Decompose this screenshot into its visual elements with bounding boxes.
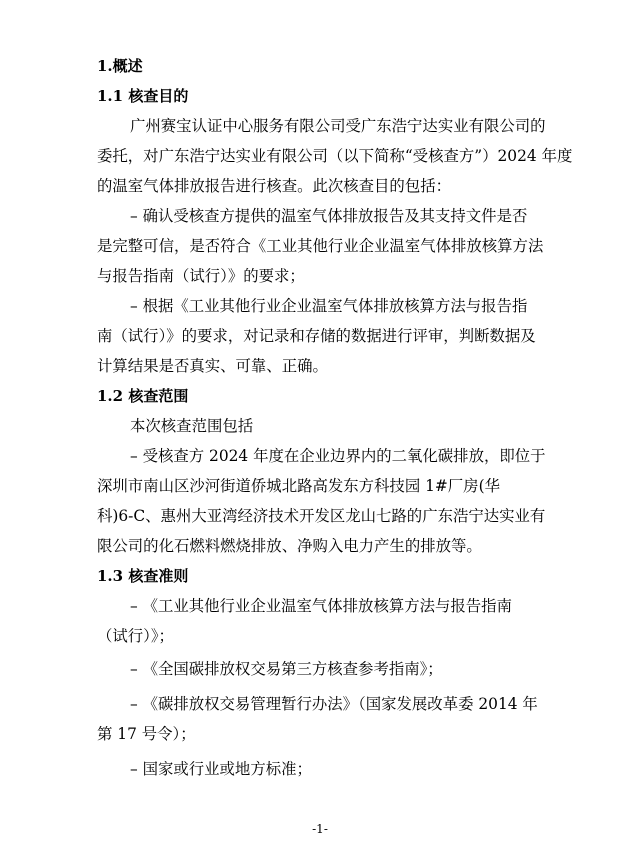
purpose-bullet-1-line-1: – 确认受核查方提供的温室气体排放报告及其支持文件是否 [130, 207, 528, 225]
criteria-bullet-3-line-1: – 《碳排放权交易管理暂行办法》（国家发展改革委 2014 年 [130, 695, 538, 713]
page-number: -1- [312, 822, 328, 836]
purpose-bullet-2-line-3: 计算结果是否真实、可靠、正确。 [97, 357, 328, 375]
criteria-bullet-1-line-2: （试行）》； [97, 627, 174, 645]
heading-criteria: 1.3 核查准则 [97, 567, 189, 585]
scope-bullet-1-line-3: 科)6-C、惠州大亚湾经济技术开发区龙山七路的广东浩宁达实业有 [97, 507, 546, 525]
purpose-bullet-1-line-3: 与报告指南（试行）》的要求； [97, 267, 305, 285]
purpose-bullet-2-line-1: – 根据《工业其他行业企业温室气体排放核算方法与报告指 [130, 297, 528, 315]
purpose-intro-line-1: 广州赛宝认证中心服务有限公司受广东浩宁达实业有限公司的 [130, 117, 546, 135]
criteria-bullet-4: – 国家或行业或地方标准； [130, 760, 312, 778]
purpose-bullet-2-line-2: 南（试行）》的要求，对记录和存储的数据进行评审，判断数据及 [97, 327, 536, 345]
criteria-bullet-2: – 《全国碳排放权交易第三方核查参考指南》； [130, 660, 443, 678]
criteria-bullet-1-line-1: – 《工业其他行业企业温室气体排放核算方法与报告指南 [130, 597, 512, 615]
heading-overview: 1.概述 [97, 57, 143, 75]
heading-scope: 1.2 核查范围 [97, 387, 189, 405]
heading-purpose: 1.1 核查目的 [97, 87, 189, 105]
criteria-bullet-3-line-2: 第 17 号令）； [97, 725, 196, 743]
purpose-bullet-1-line-2: 是完整可信，是否符合《工业其他行业企业温室气体排放核算方法 [97, 237, 544, 255]
purpose-intro-line-3: 的温室气体排放报告进行核查。此次核查目的包括： [97, 177, 451, 195]
scope-bullet-1-line-1: – 受核查方 2024 年度在企业边界内的二氧化碳排放，即位于 [130, 447, 546, 465]
scope-bullet-1-line-2: 深圳市南山区沙河街道侨城北路高发东方科技园 1#厂房(华 [97, 477, 500, 495]
purpose-intro-line-2: 委托，对广东浩宁达实业有限公司（以下简称“受核查方”）2024 年度 [97, 147, 573, 165]
scope-bullet-1-line-4: 限公司的化石燃料燃烧排放、净购入电力产生的排放等。 [97, 537, 482, 555]
scope-intro: 本次核查范围包括 [130, 417, 254, 435]
